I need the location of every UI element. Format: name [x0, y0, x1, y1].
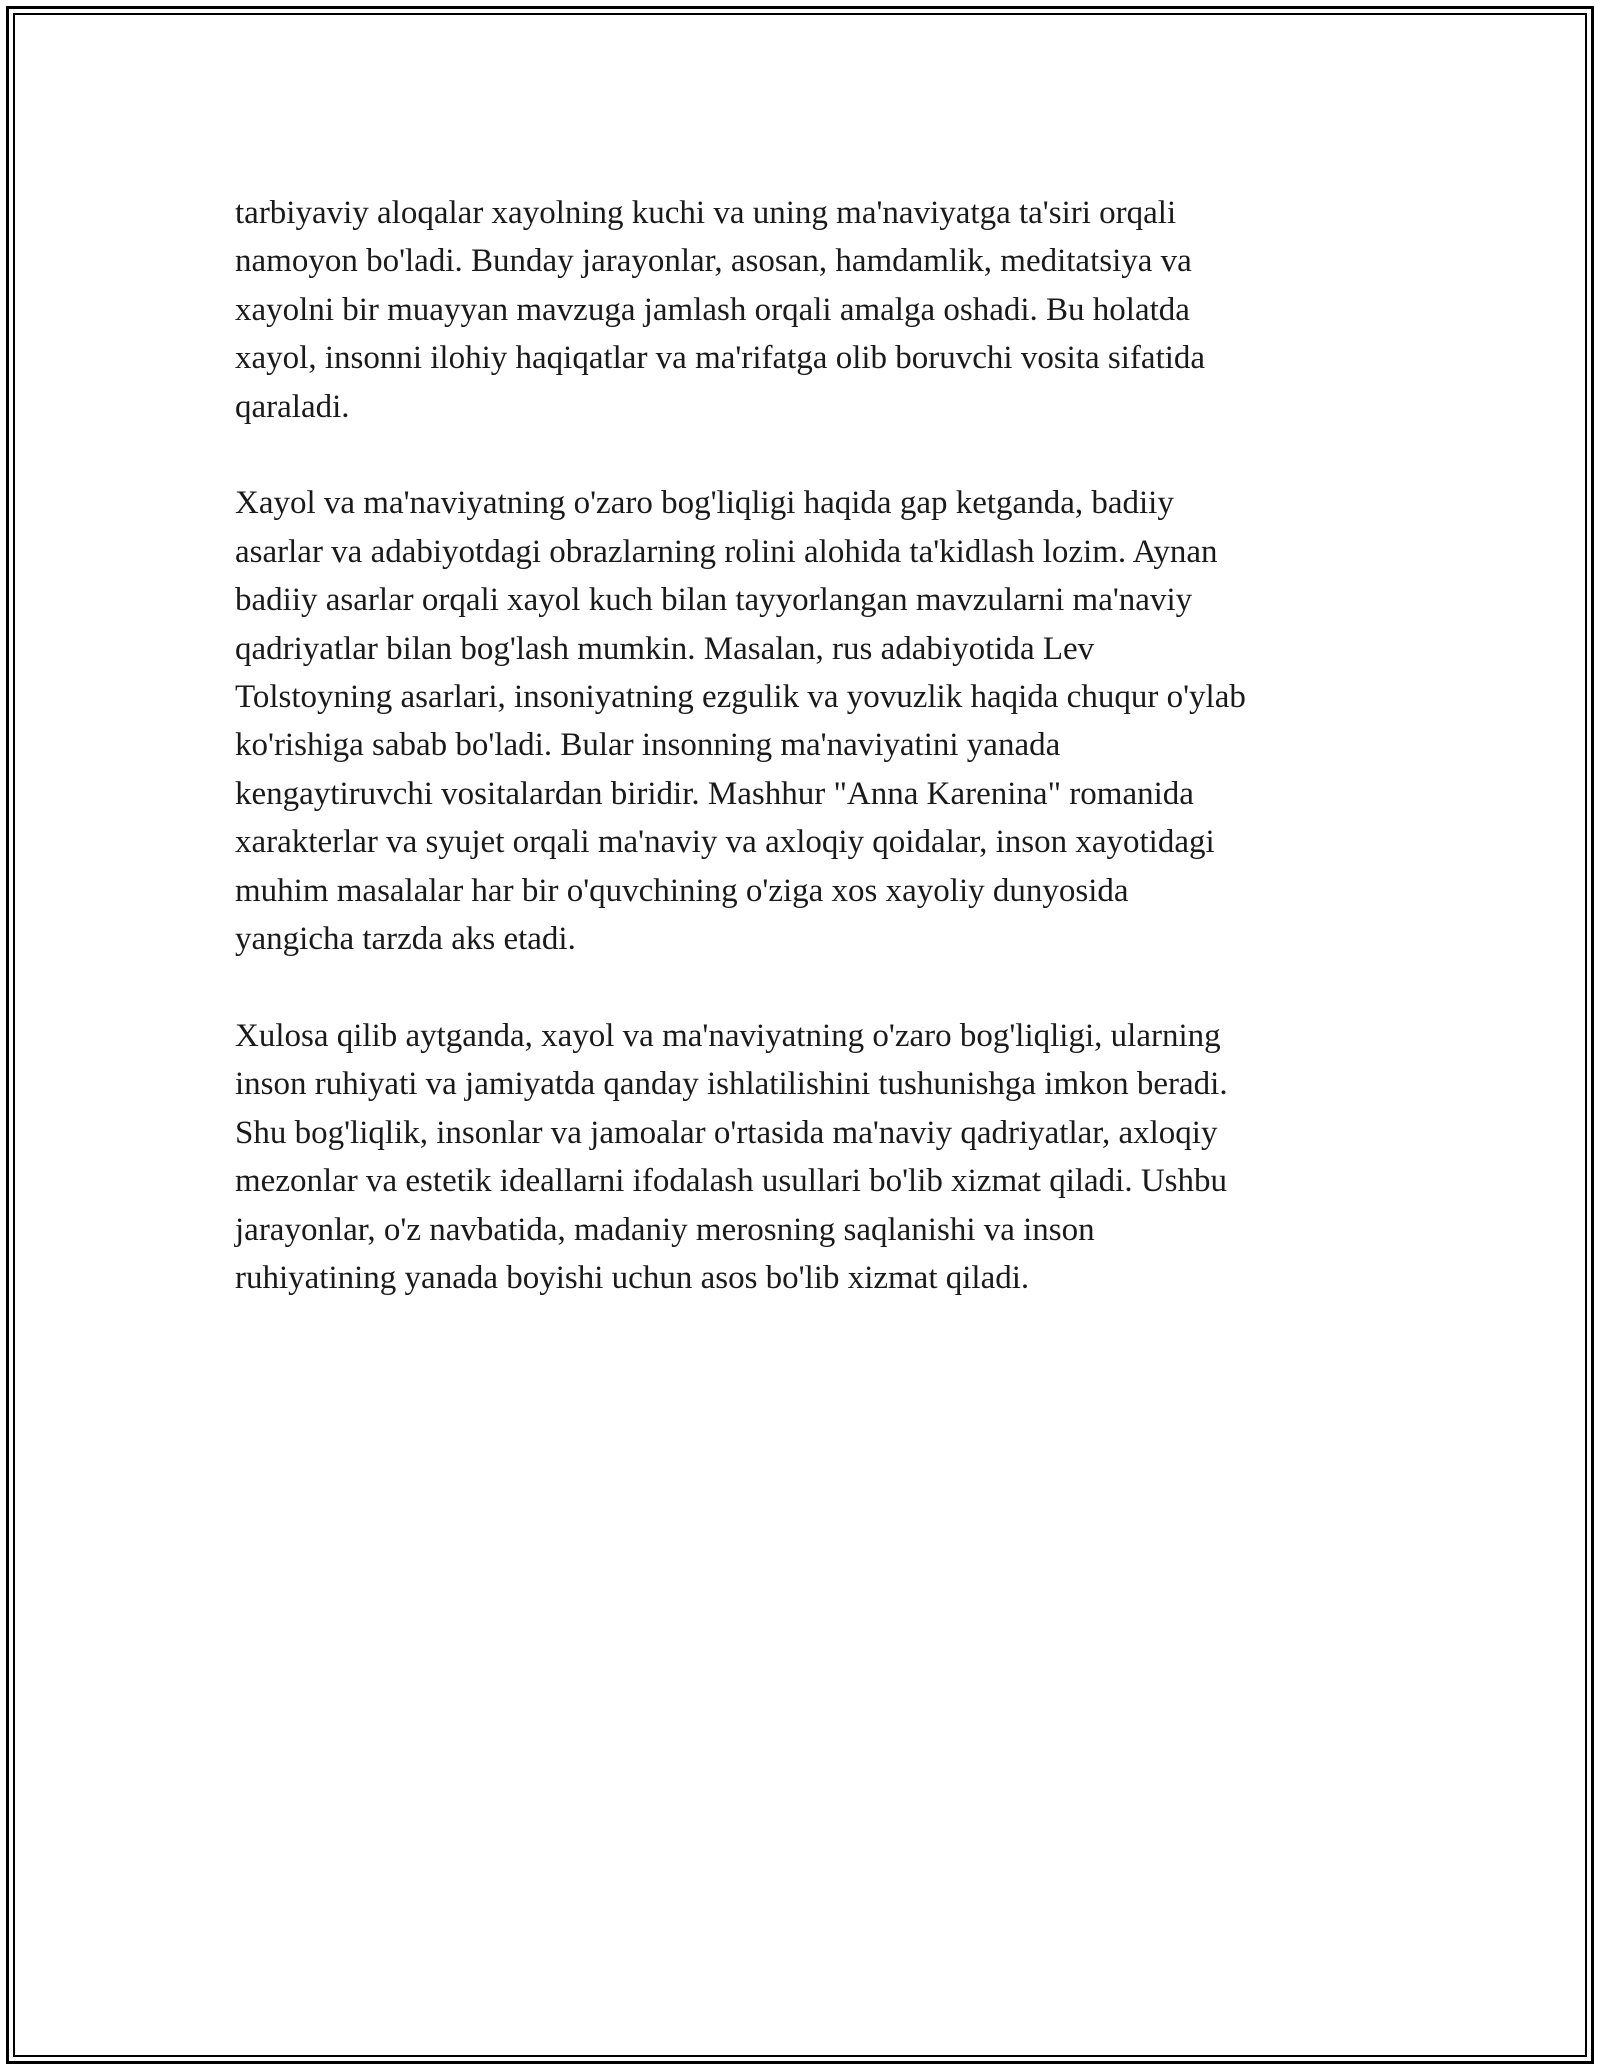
- paragraph-3: Xulosa qilib aytganda, xayol va ma'naviyatning o'zaro bog'liqligi, ularning inson ruhiyati va jamiyatda qanday ishlatilishini tushunishga imkon beradi. Shu bog'liqlik, insonlar va jamoalar o'rtasida ma'naviy qadriyatlar, axloqiy mezonlar va estetik ideallarni ifodalash usullari bo'lib xizmat qiladi. Ushbu jarayonlar, o'z navbatida, madaniy merosning saqlanishi va inson ruhiyatining yanada boyishi uchun asos bo'lib xizmat qiladi.: [235, 1017, 1228, 1296]
- document-body: [235, 189, 1370, 1351]
- paragraph-1: tarbiyaviy aloqalar xayolning kuchi va uning ma'naviyatga ta'siri orqali namoyon bo'ladi. Bunday jarayonlar, asosan, hamdamlik, meditatsiya va xayolni bir muayyan mavzuga jamlash orqali amalga oshadi. Bu holatda xayol, insonni ilohiy haqiqatlar va ma'rifatga olib boruvchi vosita sifatida qaraladi.: [235, 195, 1206, 425]
- paragraph-2: Xayol va ma'naviyatning o'zaro bog'liqligi haqida gap ketganda, badiiy asarlar va adabiyotdagi obrazlarning rolini alohida ta'kidlash lozim. Aynan badiiy asarlar orqali xayol kuch bilan tayyorlangan mavzularni ma'naviy qadriyatlar bilan bog'lash mumkin. Masalan, rus adabiyotida Lev Tolstoyning asarlari, insoniyatning ezgulik va yovuzlik haqida chuqur o'ylab ko'rishiga sabab bo'ladi. Bular insonning ma'naviyatini yanada kengaytiruvchi vositalardan biridir. Mashhur "Anna Karenina" romanida xarakterlar va syujet orqali ma'naviy va axloqiy qoidalar, inson xayotidagi muhim masalalar har bir o'quvchining o'ziga xos xayoliy dunyosida yangicha tarzda aks etadi.: [235, 485, 1246, 958]
